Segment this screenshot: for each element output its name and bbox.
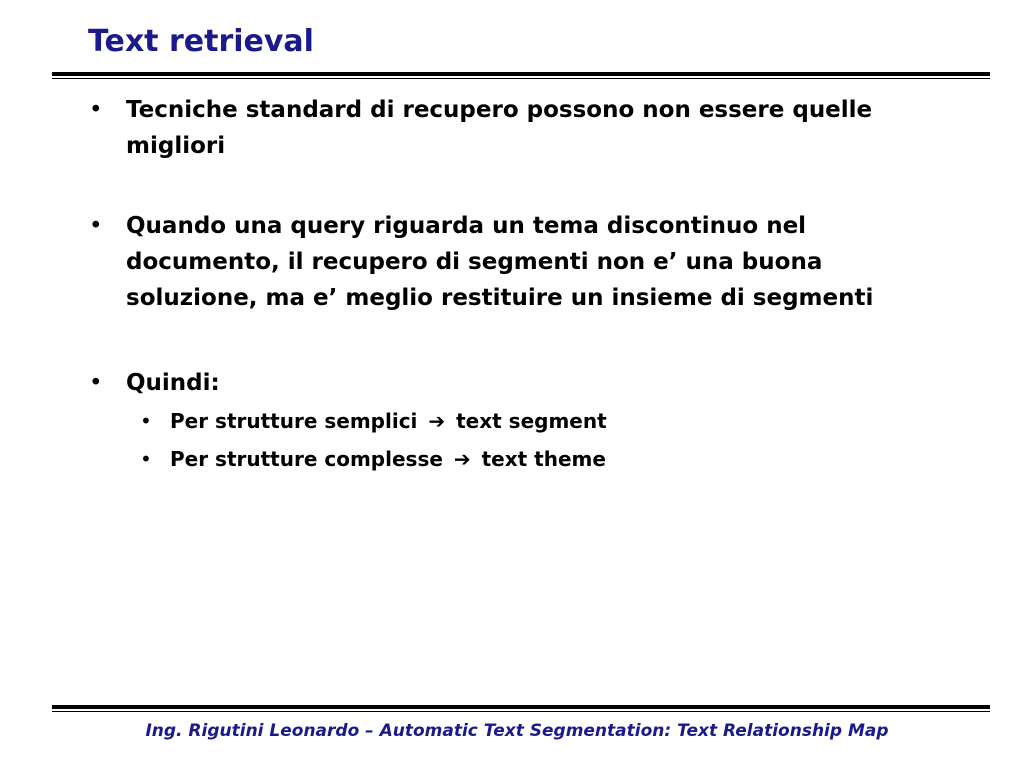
sub-bullet-item — [140, 444, 606, 474]
sub-bullet-text: text segment — [456, 409, 607, 433]
slide-title: Text retrieval — [88, 24, 314, 59]
sub-bullet-item — [140, 406, 607, 436]
bullet-dot: • — [140, 409, 152, 433]
bullet-text-line: Quando una query riguarda un tema discontinuo nel — [126, 213, 807, 239]
bullet-text-line: soluzione, ma e’ meglio restituire un insieme di segmenti — [126, 285, 874, 311]
bullet-dot: • — [140, 447, 152, 471]
top-divider — [52, 72, 990, 79]
sub-bullet-text: Per strutture complesse — [170, 447, 443, 471]
sub-bullet-text: Per strutture semplici — [170, 409, 418, 433]
bullet-dot: • — [89, 213, 103, 239]
bullet-item — [89, 365, 220, 401]
slide-footer: Ing. Rigutini Leonardo – Automatic Text Segmentation: Text Relationship Map — [145, 721, 889, 741]
bullet-item — [89, 92, 873, 164]
bottom-divider — [52, 705, 990, 712]
right-arrow-icon: ➔ — [453, 447, 471, 471]
bullet-text-line: documento, il recupero di segmenti non e’ una buona — [126, 249, 823, 275]
bullet-text-line: migliori — [126, 133, 226, 159]
sub-bullet-text: text theme — [481, 447, 606, 471]
bullet-dot: • — [89, 97, 103, 123]
bullet-dot: • — [89, 370, 103, 396]
bullet-item — [89, 208, 874, 316]
right-arrow-icon: ➔ — [428, 409, 446, 433]
bullet-text-line: Quindi: — [126, 370, 220, 396]
bullet-text-line: Tecniche standard di recupero possono non essere quelle — [126, 97, 873, 123]
